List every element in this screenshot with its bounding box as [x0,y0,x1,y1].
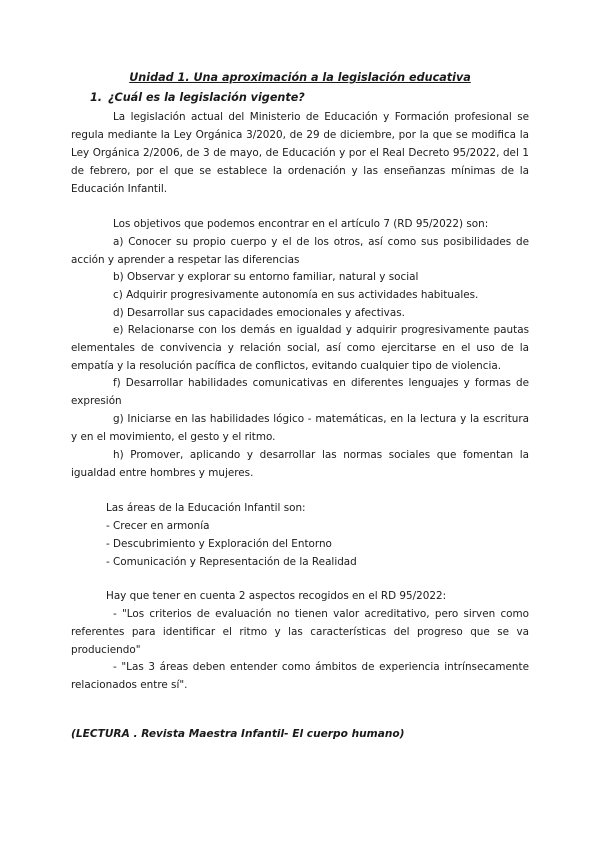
reading-reference: (LECTURA . Revista Maestra Infantil- El cuerpo humano) [71,728,405,740]
objective-item-e: e) Relacionarse con los demás en igualdad y adquirir progresivamente pautas elementales de convivencia y relación social, así como ejercitarse en el uso de la empatía y la resolución pacífica de conflictos, evitando cualquier tipo de violencia. [71,324,529,372]
objectives-lead: Los objetivos que podemos encontrar en el artículo 7 (RD 95/2022) son: [113,218,489,230]
area-item-3: - Comunicación y Representación de la Realidad [106,556,357,568]
intro-paragraph: La legislación actual del Ministerio de Educación y Formación profesional se regula mediante la Ley Orgánica 3/2020, de 29 de diciembre, por la que se modifica la Ley Orgánica 2/2006, de 3 de mayo, de Educación y por el Real Decreto 95/2022, del 1 de febrero, por el que se establece la ordenación y las enseñanzas mínimas de la Educación Infantil. [71,111,529,195]
objective-item-b: b) Observar y explorar su entorno familiar, natural y social [113,271,419,283]
objective-item-f: f) Desarrollar habilidades comunicativas en diferentes lenguajes y formas de expresión [71,377,529,407]
objective-item-a: a) Conocer su propio cuerpo y el de los otros, así como sus posibilidades de acción y aprender a respetar las diferencias [71,236,529,266]
area-item-2: - Descubrimiento y Exploración del Entorno [106,538,332,550]
section-heading [90,91,305,104]
section-number: 1. [90,91,103,104]
objective-item-h: h) Promover, aplicando y desarrollar las normas sociales que fomentan la igualdad entre hombres y mujeres. [71,449,529,479]
section-heading-text: ¿Cuál es la legislación vigente? [108,91,305,104]
objective-item-d: d) Desarrollar sus capacidades emocionales y afectivas. [113,307,405,319]
aspects-lead: Hay que tener en cuenta 2 aspectos recogidos en el RD 95/2022: [106,590,447,602]
objective-item-c: c) Adquirir progresivamente autonomía en sus actividades habituales. [113,289,479,301]
area-item-1: - Crecer en armonía [106,520,210,532]
areas-lead: Las áreas de la Educación Infantil son: [106,502,306,514]
aspect-item-2: - "Las 3 áreas deben entender como ámbitos de experiencia intrínsecamente relacionados entre sí". [71,661,529,691]
unit-title: Unidad 1. Una aproximación a la legislación educativa [129,71,471,84]
objective-item-g: g) Iniciarse en las habilidades lógico - matemáticas, en la lectura y la escritura y en el movimiento, el gesto y el ritmo. [71,413,529,443]
aspect-item-1: - "Los criterios de evaluación no tienen valor acreditativo, pero sirven como referentes para identificar el ritmo y las características del progreso que se va produciendo" [71,608,529,656]
